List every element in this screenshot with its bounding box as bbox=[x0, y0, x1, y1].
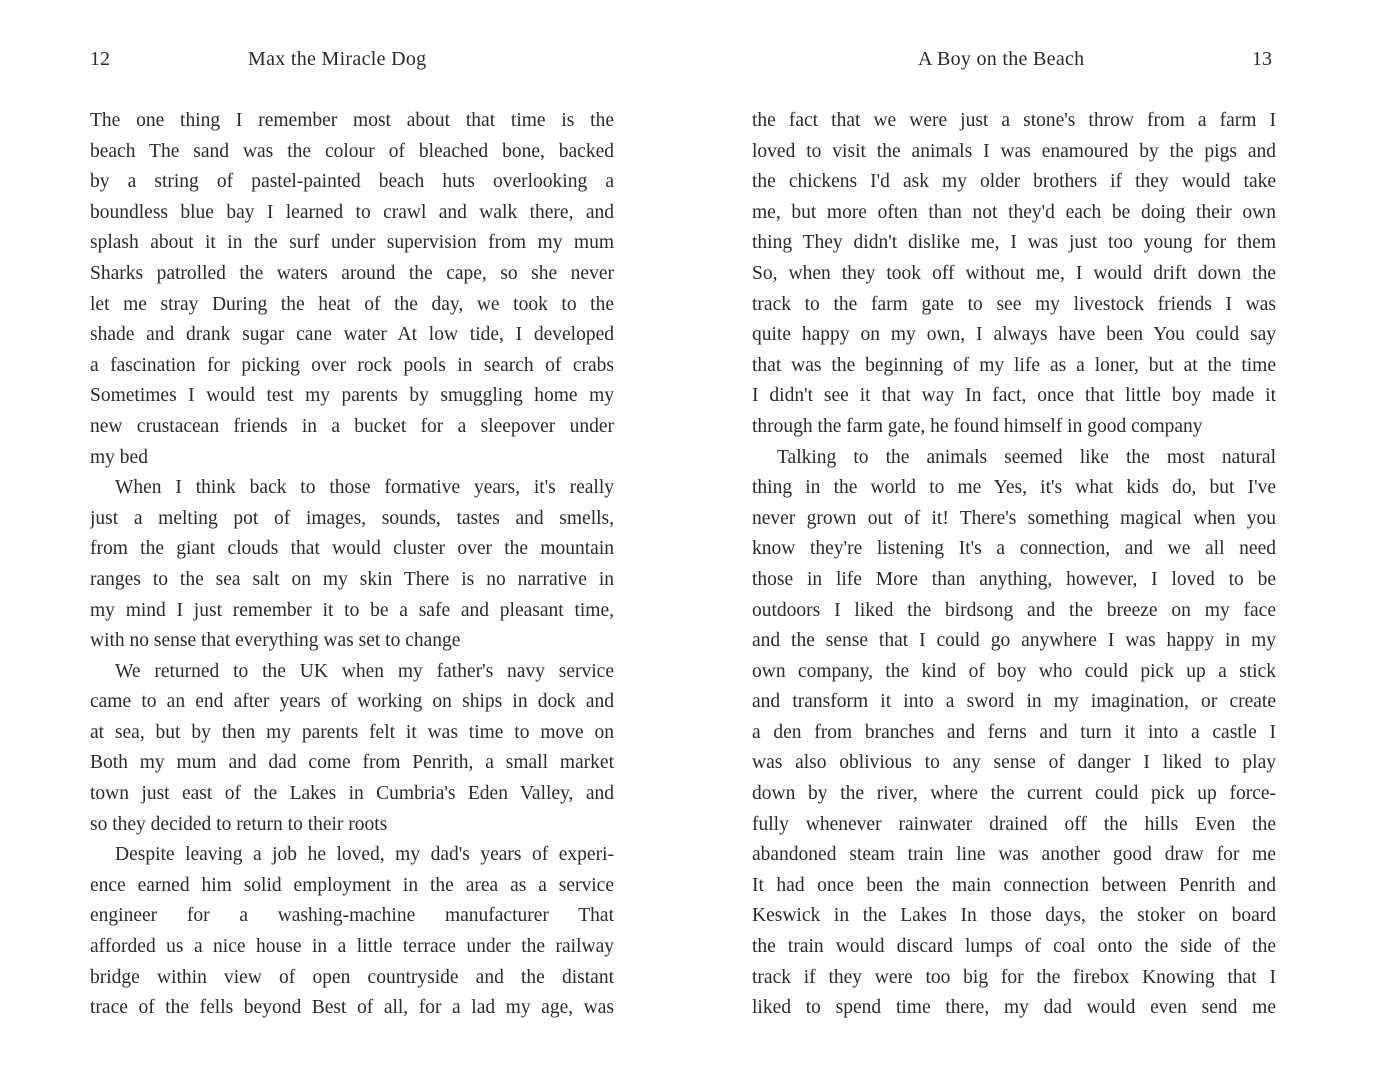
text-line: those in life More than anything, however, I loved to be bbox=[752, 568, 1276, 590]
text-line: by a string of pastel-painted beach huts overlooking a bbox=[90, 171, 614, 193]
text-line: the chickens I'd ask my older brothers if they would take bbox=[752, 171, 1276, 193]
text-line: ence earned him solid employment in the area as a service bbox=[90, 874, 614, 896]
text-line: Sometimes I would test my parents by smuggling home my bbox=[90, 385, 614, 407]
page-number: 13 bbox=[1252, 48, 1272, 70]
text-line: Keswick in the Lakes In those days, the stoker on board bbox=[752, 905, 1276, 927]
text-line: through the farm gate, he found himself in good company bbox=[752, 415, 1203, 437]
text-line: my bed bbox=[90, 446, 148, 468]
text-line: Sharks patrolled the waters around the cape, so she never bbox=[90, 262, 614, 284]
text-line: engineer for a washing-machine manufacturer That bbox=[90, 905, 614, 927]
text-line: We returned to the UK when my father's navy service bbox=[115, 660, 614, 682]
text-line: So, when they took off without me, I would drift down the bbox=[752, 262, 1276, 284]
text-line: that was the beginning of my life as a loner, but at the time bbox=[752, 354, 1276, 376]
text-line: abandoned steam train line was another good draw for me bbox=[752, 844, 1276, 866]
text-line: Talking to the animals seemed like the most natural bbox=[777, 446, 1276, 468]
text-line: let me stray During the heat of the day, we took to the bbox=[90, 293, 614, 315]
text-line: I didn't see it that way In fact, once that little boy made it bbox=[752, 385, 1276, 407]
text-line: the fact that we were just a stone's throw from a farm I bbox=[752, 110, 1276, 131]
text-line: splash about it in the surf under supervision from my mum bbox=[90, 232, 614, 254]
text-line: outdoors I liked the birdsong and the breeze on my face bbox=[752, 599, 1276, 621]
text-line: trace of the fells beyond Best of all, for a lad my age, was bbox=[90, 997, 614, 1019]
right-page bbox=[688, 0, 1375, 1080]
text-line: fully whenever rainwater drained off the hills Even the bbox=[752, 813, 1276, 835]
text-line: beach The sand was the colour of bleached bone, backed bbox=[90, 140, 614, 162]
text-line: own company, the kind of boy who could pick up a stick bbox=[752, 660, 1276, 682]
text-line: Despite leaving a job he loved, my dad's years of experi- bbox=[115, 844, 614, 866]
text-line: was also oblivious to any sense of danger I liked to play bbox=[752, 752, 1276, 774]
text-line: a den from branches and ferns and turn it into a castle I bbox=[752, 721, 1276, 743]
running-head-chapter-title: A Boy on the Beach bbox=[918, 48, 1085, 70]
text-line: know they're listening It's a connection, and we all need bbox=[752, 538, 1276, 560]
text-line: just a melting pot of images, sounds, tastes and smells, bbox=[90, 507, 614, 529]
text-line: thing in the world to me Yes, it's what kids do, but I've bbox=[752, 477, 1276, 499]
running-head-book-title: Max the Miracle Dog bbox=[248, 48, 427, 70]
text-line: and transform it into a sword in my imagination, or create bbox=[752, 691, 1276, 713]
text-line: It had once been the main connection between Penrith and bbox=[752, 874, 1276, 896]
text-line: with no sense that everything was set to change bbox=[90, 630, 461, 652]
text-line: quite happy on my own, I always have been You could say bbox=[752, 324, 1276, 346]
text-line: and the sense that I could go anywhere I was happy in my bbox=[752, 630, 1276, 652]
page-number: 12 bbox=[90, 48, 110, 70]
text-line: never grown out of it! There's something magical when you bbox=[752, 507, 1276, 529]
text-line: a fascination for picking over rock pools in search of crabs bbox=[90, 354, 614, 376]
text-line: The one thing I remember most about that time is the bbox=[90, 110, 614, 131]
body-text bbox=[90, 106, 614, 1024]
text-line: boundless blue bay I learned to crawl and walk there, and bbox=[90, 201, 614, 223]
text-line: shade and drank sugar cane water At low tide, I developed bbox=[90, 324, 614, 346]
text-line: track to the farm gate to see my livestock friends I was bbox=[752, 293, 1276, 315]
text-line: at sea, but by then my parents felt it was time to move on bbox=[90, 721, 614, 743]
text-line: track if they were too big for the firebox Knowing that I bbox=[752, 966, 1276, 988]
text-line: Both my mum and dad come from Penrith, a small market bbox=[90, 752, 614, 774]
text-line: the train would discard lumps of coal onto the side of the bbox=[752, 936, 1276, 958]
text-line: thing They didn't dislike me, I was just too young for them bbox=[752, 232, 1276, 254]
text-line: town just east of the Lakes in Cumbria's Eden Valley, and bbox=[90, 783, 614, 805]
text-line: from the giant clouds that would cluster over the mountain bbox=[90, 538, 614, 560]
text-line: my mind I just remember it to be a safe and pleasant time, bbox=[90, 599, 614, 621]
text-line: me, but more often than not they'd each be doing their own bbox=[752, 201, 1276, 223]
text-line: came to an end after years of working on ships in dock and bbox=[90, 691, 614, 713]
text-line: bridge within view of open countryside and the distant bbox=[90, 966, 614, 988]
text-line: down by the river, where the current could pick up force- bbox=[752, 783, 1276, 805]
text-line: loved to visit the animals I was enamoured by the pigs and bbox=[752, 140, 1276, 162]
text-line: afforded us a nice house in a little terrace under the railway bbox=[90, 936, 614, 958]
text-line: liked to spend time there, my dad would even send me bbox=[752, 997, 1276, 1019]
text-line: When I think back to those formative years, it's really bbox=[115, 477, 614, 499]
text-line: so they decided to return to their roots bbox=[90, 813, 388, 835]
text-line: new crustacean friends in a bucket for a sleepover under bbox=[90, 415, 614, 437]
text-line: ranges to the sea salt on my skin There is no narrative in bbox=[90, 568, 614, 590]
body-text bbox=[752, 106, 1276, 1024]
